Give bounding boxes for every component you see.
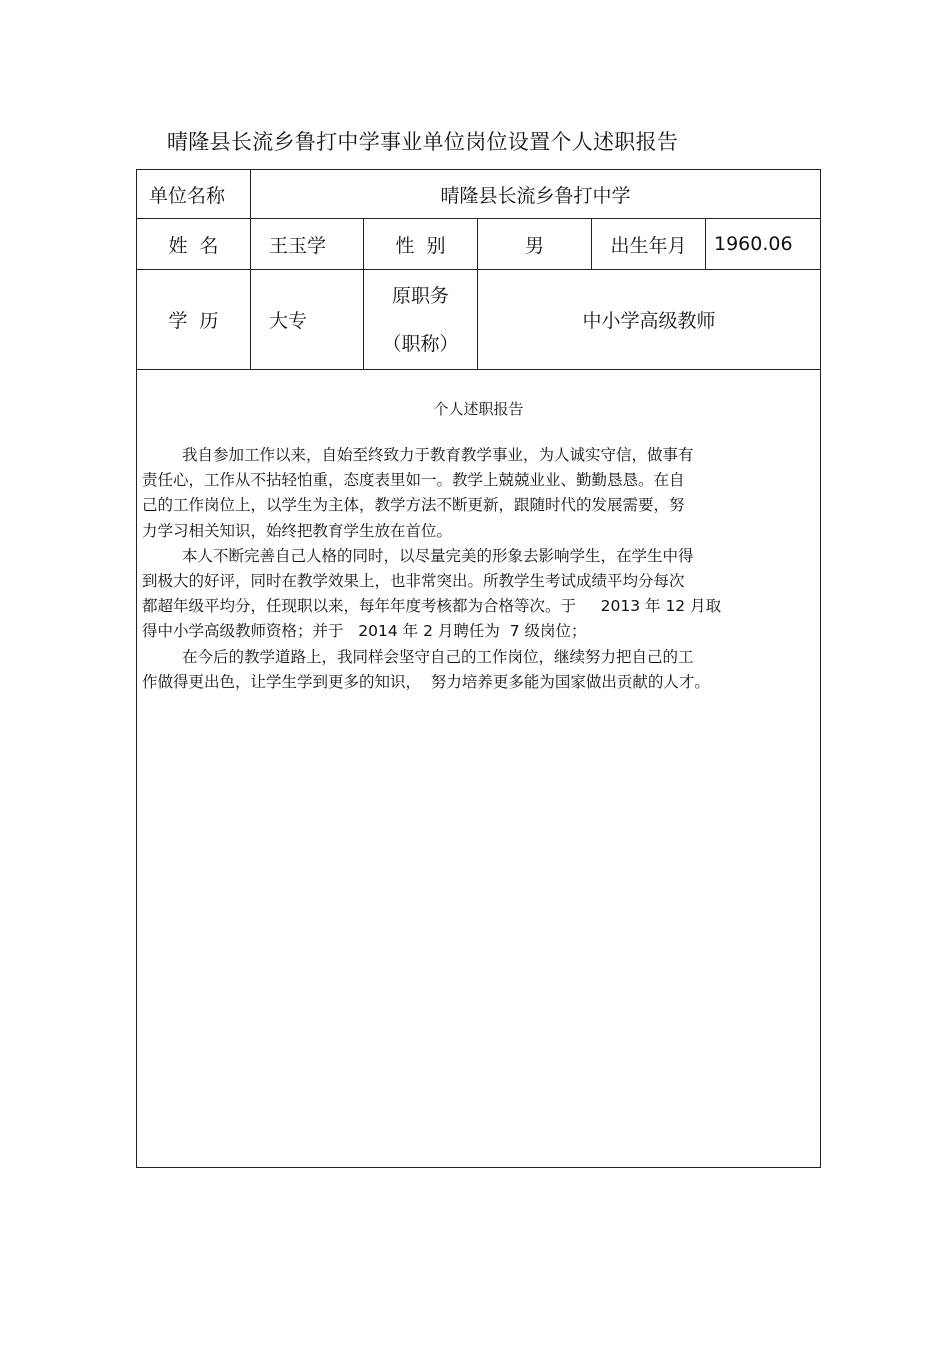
- report-line: 我自参加工作以来，自始至终致力于教育教学事业，为人诚实守信，做事有: [182, 446, 694, 464]
- dob-label: 出生年月: [592, 219, 706, 270]
- report-line: 作做得更出色，让学生学到更多的知识， 努力培养更多能为国家做出贡献的人才。: [142, 672, 710, 691]
- report-box: [137, 370, 820, 1167]
- name-row: [137, 219, 821, 270]
- gender-value: 男: [478, 219, 592, 270]
- report-line: 到极大的好评，同时在教学效果上，也非常突出。所教学生考试成绩平均分每次: [142, 571, 685, 590]
- unit-value: 晴隆县长流乡鲁打中学: [251, 170, 821, 219]
- report-line: 己的工作岗位上，以学生为主体，教学方法不断更新，跟随时代的发展需要，努: [142, 496, 685, 515]
- education-label: 学 历: [137, 270, 251, 370]
- report-heading: 个人述职报告: [433, 400, 524, 418]
- report-line: 力学习相关知识，始终把教育学生放在首位。: [142, 521, 453, 540]
- education-row: [137, 270, 821, 370]
- info-table: [136, 169, 821, 1168]
- education-value: 大专: [251, 270, 364, 370]
- page-title: 晴隆县长流乡鲁打中学事业单位岗位设置个人述职报告: [167, 130, 679, 154]
- position-label: [364, 270, 478, 370]
- report-cell: [137, 370, 821, 1168]
- report-body: [142, 443, 810, 695]
- report-line: 本人不断完善自己人格的同时，以尽量完美的形象去影响学生，在学生中得: [182, 546, 694, 565]
- unit-label: 单位名称: [137, 170, 251, 219]
- report-line: 都超年级平均分，任现职以来，每年年度考核都为合格等次。于 2013 年 12 月取: [142, 597, 722, 616]
- report-row: [137, 370, 821, 1168]
- position-label-line1: 原职务: [391, 284, 449, 307]
- gender-label: 性 别: [364, 219, 478, 270]
- position-label-line2: （职称）: [382, 332, 459, 355]
- report-line: 责任心，工作从不拈轻怕重，态度表里如一。教学上兢兢业业、勤勤恳恳。在自: [142, 471, 685, 490]
- unit-row: [137, 170, 821, 219]
- position-value: 中小学高级教师: [478, 270, 821, 370]
- name-value: 王玉学: [251, 219, 364, 270]
- name-label: 姓 名: [137, 219, 251, 270]
- dob-value: 1960.06: [706, 219, 821, 270]
- report-line: 在今后的教学道路上，我同样会坚守自己的工作岗位，继续努力把自己的工: [182, 647, 694, 666]
- report-line: 得中小学高级教师资格；并于 2014 年 2 月聘任为 7 级岗位；: [142, 622, 587, 641]
